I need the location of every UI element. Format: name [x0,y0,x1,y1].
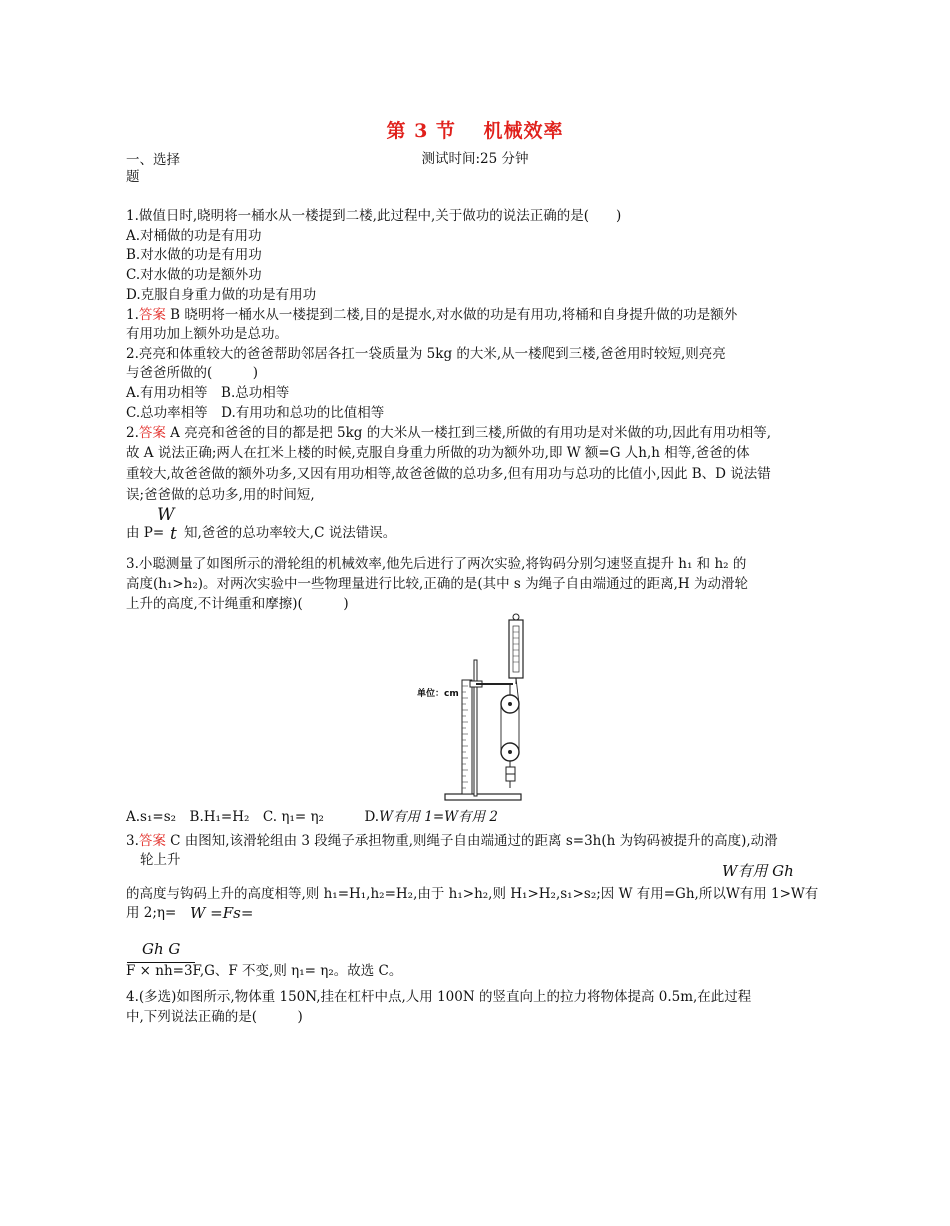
q3-options [126,808,498,827]
figure-unit-label: 单位：cm [417,689,459,699]
q3-answer-number: 3. [126,833,139,849]
q3-gh-g: Gh G [142,940,181,958]
q3-fraction-top: W有用 Gh [722,862,794,880]
q2-options-line1: A.有用功相等 B.总功相等 [126,385,290,401]
q2-answer-line5-pre: 由 P= [126,525,165,541]
q2-answer-tag: 答案 [138,425,166,441]
q2-answer-text: A 亮亮和爸爸的目的都是把 5kg 的大米从一楼扛到三楼,所做的有用功是对米做的功,因此有用功相等, [165,425,772,441]
q1-stem: 1.做值日时,晓明将一桶水从一楼提到二楼,此过程中,关于做功的说法正确的是( ) [126,208,622,224]
pulley-apparatus-figure [415,612,527,808]
q2-answer-line5-post: 知,爸爸的总功率较大,C 说法错误。 [184,525,397,541]
q2-stem-line2: 与爸爸所做的( ) [126,365,259,381]
test-time: 测试时间:25 分钟 [421,151,529,167]
q2-answer-line4: 误;爸爸做的总功多,用的时间短, [126,487,315,503]
formula-numerator-w: W [157,505,175,525]
q1-answer-line1 [126,306,737,325]
q1-answer-tag: 答案 [138,307,166,323]
section-heading-line1: 一、选择 [126,152,180,168]
q3-options-abc: A.s₁=s₂ B.H₁=H₂ C. η₁= η₂ D. [126,809,380,825]
formula-denominator-t: t [170,524,177,544]
q1-answer-text: B 晓明将一桶水从一楼提到二楼,目的是提水,对水做的功是有用功,将桶和自身提升做的功是额外 [165,307,738,323]
q2-answer-line2: 故 A 说法正确;两人在扛米上楼的时候,克服自身重力所做的功为额外功,即 W 额=G 人h,h 相等,爸爸的体 [126,445,750,461]
section-heading-line2: 题 [126,169,140,185]
q3-answer-line4-frac: W =Fs= [190,904,254,922]
q3-answer-line5: F × nh=3F,G、F 不变,则 η₁= η₂。故选 C。 [126,963,403,979]
q3-answer-line2: 轮上升 [140,852,181,868]
q3-answer-tag: 答案 [138,833,166,849]
q2-stem-line1: 2.亮亮和体重较大的爸爸帮助邻居各扛一袋质量为 5kg 的大米,从一楼爬到三楼,爸爸用时较短,则亮亮 [126,346,726,362]
q1-option-a: A.对桶做的功是有用功 [126,228,262,244]
q3-answer-line3: 的高度与钩码上升的高度相等,则 h₁=H₁,h₂=H₂,由于 h₁>h₂,则 H₁>H₂,s₁>s₂;因 W 有用=Gh,所以W有用 1>W有 [126,886,819,902]
page-title: 第 3 节 机械效率 [386,120,564,142]
q4-stem-line1: 4.(多选)如图所示,物体重 150N,挂在杠杆中点,人用 100N 的竖直向上的拉力将物体提高 0.5m,在此过程 [126,989,752,1005]
q3-stem-line2: 高度(h₁>h₂)。对两次实验中一些物理量进行比较,正确的是(其中 s 为绳子自由端通过的距离,H 为动滑轮 [126,576,748,592]
q2-answer-line3: 重较大,故爸爸做的额外功多,又因有用功相等,故爸爸做的总功多,但有用功与总功的比值小,因此 B、D 说法错 [126,466,771,482]
q2-answer-line1 [126,424,771,443]
q1-option-c: C.对水做的功是额外功 [126,267,262,283]
q3-answer-line1 [126,832,778,851]
q3-answer-line4-pre: 用 2;η= [126,905,177,921]
q3-stem-line3: 上升的高度,不计绳重和摩擦)( ) [126,596,349,612]
q1-option-b: B.对水做的功是有用功 [126,247,262,263]
q1-answer-line2: 有用功加上额外功是总功。 [126,326,288,342]
q3-option-d: W有用 1=W有用 2 [379,809,498,825]
q3-answer-text: C 由图知,该滑轮组由 3 段绳子承担物重,则绳子自由端通过的距离 s=3h(h 为钩码被提升的高度),动滑 [165,833,778,849]
q2-answer-number: 2. [126,425,139,441]
q1-option-d: D.克服自身重力做的功是有用功 [126,287,317,303]
q1-answer-number: 1. [126,307,139,323]
q4-stem-line2: 中,下列说法正确的是( ) [126,1009,303,1025]
q2-options-line2: C.总功率相等 D.有用功和总功的比值相等 [126,405,385,421]
q3-stem-line1: 3.小聪测量了如图所示的滑轮组的机械效率,他先后进行了两次实验,将钩码分别匀速竖直提升 h₁ 和 h₂ 的 [126,556,747,572]
